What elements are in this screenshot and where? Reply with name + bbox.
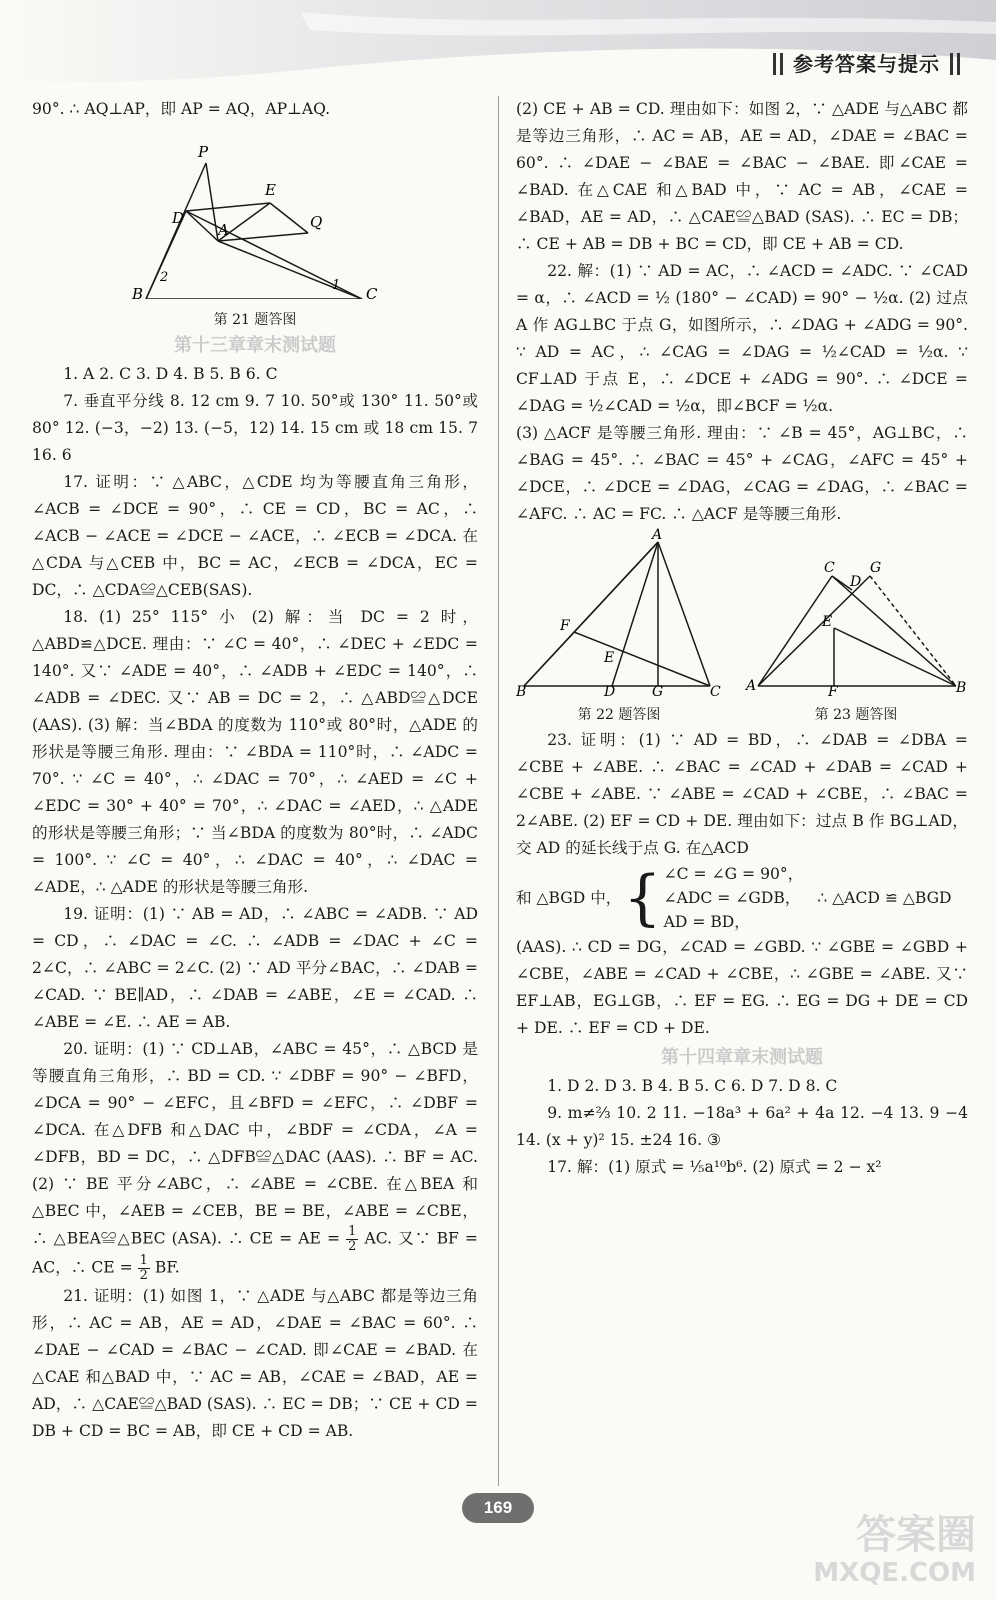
fig23-label-f: F [828, 684, 838, 696]
column-divider [498, 96, 499, 1486]
brace-system [516, 862, 968, 934]
brace-line-1: ∠C = ∠G = 90°， [663, 865, 804, 883]
fig21-label-p: P [198, 143, 209, 161]
fig23-label-e: E [822, 614, 833, 630]
answer-23-part2: (AAS). ∴ CD = DG，∠CAD = ∠GBD. ∵ ∠GBE = ∠GBD + ∠CBE，∠ABE = ∠CAD + ∠CBE，∴ ∠GBE = ∠ABE. 又∵ EF⊥AB，EG⊥GB，∴ EF = EG. ∴ EG = DG + DE = CD + DE. ∴ EF = CD + DE. [516, 938, 968, 1037]
right-column [516, 96, 968, 1181]
ch14-answers-9-16: 9. m≠⅔ 10. 2 11. −18a³ + 6a² + 4a 12. −4 13. 9 −4 14. (x + y)² 15. ±24 16. ③ [516, 1104, 968, 1149]
section-title-ch14: 第十四章章末测试题 [661, 1047, 823, 1068]
fig23-label-b: B [956, 680, 967, 696]
fraction-denominator: 2 [348, 1239, 357, 1254]
fig21-label-2: 2 [160, 270, 169, 285]
answer-20-text-c: BF. [154, 1258, 180, 1277]
answer-20 [32, 1036, 478, 1283]
brace-line-2: ∠ADC = ∠GDB， [663, 889, 801, 907]
fig22-label-g: G [652, 684, 664, 696]
fig21-label-a: A [218, 221, 229, 239]
left-column [32, 96, 478, 1445]
watermark-line1: 答案圈 [856, 1512, 976, 1558]
brace-line-3: AD = BD， [663, 913, 750, 931]
answer-20-text-a: 20. 证明：(1) ∵ CD⊥AB，∠ABC = 45°，∴ △BCD 是等腰直角三角形，∴ BD = CD. ∵ ∠DBF = 90° − ∠BFD，∠DCA = 90° − ∠EFC，且∠BFD = ∠EFC，∴ ∠DBF = ∠DCA. 在△DFB 和△DAC 中，∠BDF = ∠CDA，∠A = ∠DFB，BD = DC，∴ △DFB≌△DAC (AAS). ∴ BF = AC. (2) ∵ BE 平分∠ABC，∴ ∠ABE = ∠CBE. 在△BEA 和△BEC 中，∠AEB = ∠CEB，BE = BE，∠ABE = ∠CBE，∴ △BEA≌△BEC (ASA). ∴ CE = AE = [32, 1040, 478, 1248]
fig23-label-a: A [746, 678, 757, 694]
brace-suffix: ∴ △ACD ≌ △BGD [817, 888, 952, 907]
page-number: 169 [462, 1493, 534, 1523]
figure-21-diagram [32, 123, 478, 299]
paragraph-q21-end: 90°. ∴ AQ⊥AP，即 AP = AQ，AP⊥AQ. [32, 100, 331, 118]
figures-22-23 [516, 528, 968, 727]
header-title: 参考答案与提示 [771, 48, 962, 77]
ch14-answer-17: 17. 解：(1) 原式 = ⅕a¹⁰b⁶. (2) 原式 = 2 − x² [547, 1158, 882, 1176]
answer-21-part2: (2) CE + AB = CD. 理由如下：如图 2，∵ △ADE 与△ABC 都是等边三角形，∴ AC = AB，AE = AD，∠DAE = ∠BAC = 60°. ∴ ∠DAE − ∠BAE = ∠BAC − ∠BAE. 即∠CAE = ∠BAD. 在△CAE 和△BAD 中，∵ AC = AB，∠CAE = ∠BAD，AE = AD，∴ △CAE≌△BAD (SAS). ∴ EC = DB；∴ CE + AB = DB + BC = CD，即 CE + AB = CD. [516, 100, 968, 253]
fig21-label-q: Q [310, 213, 323, 231]
fig23-label-g: G [870, 560, 882, 576]
answer-22-part1: 22. 解：(1) ∵ AD = AC，∴ ∠ACD = ∠ADC. ∵ ∠CAD = α，∴ ∠ACD = ½ (180° − ∠CAD) = 90° − ½α. (2) 过点 A 作 AG⊥BC 于点 G，如图所示，∴ ∠DAG + ∠ADG = 90°. ∵ AD = AC，∴ ∠CAG = ∠DAG = ½∠CAD = ½α. ∵ CF⊥AD 于点 E，∴ ∠DCE + ∠ADG = 90°. ∴ ∠DCE = ∠DAG = ½∠CAD = ½α，即∠BCF = ½α. [516, 262, 968, 415]
answers-1-6: 1. A 2. C 3. D 4. B 5. B 6. C [63, 365, 278, 383]
fig21-label-b: B [132, 285, 144, 299]
fig22-label-d: D [604, 684, 616, 696]
fig21-label-e: E [265, 181, 276, 199]
answer-22-part3: (3) △ACF 是等腰三角形. 理由：∵ ∠B = 45°，AG⊥BC，∴ ∠BAG = 45°. ∴ ∠BAC = 45° + ∠CAG，∠AFC = 45° + ∠DCE，∴ ∠DCE = ∠DAG，∠CAG = ∠DAG，∴ ∠BAC = ∠AFC. ∴ AC = FC. ∴ △ACF 是等腰三角形. [516, 424, 968, 523]
figure-23-caption: 第 23 题答图 [814, 707, 898, 723]
fig23-label-d: D [850, 574, 862, 590]
answer-21-part1: 21. 证明：(1) 如图 1，∵ △ADE 与△ABC 都是等边三角形，∴ AC = AB，AE = AD，∠DAE = ∠BAC = 60°. ∴ ∠DAE − ∠CAD = ∠BAC − ∠CAD. 即∠CAE = ∠BAD. 在△CAE 和△BAD 中，∵ AC = AB，∠CAE = ∠BAD，AE = AD，∴ △CAE≌△BAD (SAS). ∴ EC = DB；∵ CE + CD = DB + CD = BC = AB，即 CE + CD = AB. [32, 1287, 478, 1440]
fig22-label-f: F [560, 618, 570, 634]
figure-23-diagram [744, 528, 968, 696]
fraction-one-half [138, 1254, 150, 1283]
fraction-numerator: 1 [139, 1253, 148, 1268]
answer-17: 17. 证明：∵ △ABC，△CDE 均为等腰直角三角形，∠ACB = ∠DCE = 90°，∴ CE = CD，BC = AC，∴ ∠ACB − ∠ACE = ∠DCE − ∠ACE，∴ ∠ECB = ∠DCA. 在△CDA 与△CEB 中，BC = AC，∠ECB = ∠DCA，EC = DC，∴ △CDA≌△CEB(SAS). [32, 473, 478, 599]
watermark-logo [813, 1512, 976, 1588]
answer-19: 19. 证明：(1) ∵ AB = AD，∴ ∠ABC = ∠ADB. ∵ AD = CD，∴ ∠DAC = ∠C. ∴ ∠ADB = ∠DAC + ∠C = 2∠C，∴ ∠ABC = 2∠C. (2) ∵ AD 平分∠BAC，∴ ∠DAB = ∠CAD. ∵ BE∥AD，∴ ∠DAB = ∠ABE，∠E = ∠CAD. ∴ ∠ABE = ∠E. ∴ AE = AB. [32, 905, 478, 1031]
answer-20-text-b: AC. 又∵ BF = AC，∴ CE = [32, 1229, 479, 1277]
figure-23 [744, 528, 968, 727]
brace-prefix: 和 △BGD 中， [516, 888, 622, 907]
fig21-label-c: C [366, 285, 378, 299]
fraction-one-half [346, 1225, 358, 1254]
figure-21-caption: 第 21 题答图 [213, 312, 297, 328]
brace-lines [664, 862, 804, 934]
ch14-answers-1-8: 1. D 2. D 3. B 4. B 5. C 6. D 7. D 8. C [547, 1077, 838, 1095]
figure-22 [516, 528, 722, 727]
answers-7-16: 7. 垂直平分线 8. 12 cm 9. 7 10. 50°或 130° 11. 50°或 80° 12. (−3，−2) 13. (−5，12) 14. 15 cm 或 18 cm 15. 7 16. 6 [32, 392, 478, 464]
fig22-label-b: B [516, 684, 527, 696]
answer-23-part1: 23. 证明：(1) ∵ AD = BD，∴ ∠DAB = ∠DBA = ∠CBE + ∠ABE. ∴ ∠BAC = ∠CAD + ∠DAB = ∠CAD + ∠CBE + ∠ABE. ∵ ∠ABE = ∠CAD + ∠CBE，∴ ∠BAC = 2∠ABE. (2) EF = CD + DE. 理由如下：过点 B 作 BG⊥AD，交 AD 的延长线于点 G. 在△ACD [516, 731, 968, 857]
figure-22-caption: 第 22 题答图 [577, 707, 661, 723]
watermark-line2: MXQE.COM [813, 1558, 976, 1588]
fig21-label-1: 1 [332, 278, 341, 293]
fig21-label-d: D [172, 209, 185, 227]
fig22-label-e: E [604, 650, 615, 666]
fig22-label-c: C [710, 684, 721, 696]
answer-18: 18. (1) 25° 115° 小 (2) 解：当 DC = 2 时，△ABD≌△DCE. 理由：∵ ∠C = 40°，∴ ∠DEC + ∠EDC = 140°. 又∵ ∠ADE = 40°，∴ ∠ADB + ∠EDC = 140°，∴ ∠ADB = ∠DEC. 又∵ AB = DC = 2，∴ △ABD≌△DCE (AAS). (3) 解：当∠BDA 的度数为 110°或 80°时，△ADE 的形状是等腰三角形. 理由：∵ ∠BDA = 110°时，∴ ∠ADC = 70°. ∵ ∠C = 40°，∴ ∠DAC = 70°，∴ ∠AED = ∠C + ∠EDC = 30° + 40° = 70°，∴ ∠DAC = ∠AED，∴ △ADE 的形状是等腰三角形；∵ 当∠BDA 的度数为 80°时，∴ ∠ADC = 100°. ∵ ∠C = 40°，∴ ∠DAC = 40°，∴ ∠DAC = ∠ADE，∴ △ADE 的形状是等腰三角形. [32, 608, 478, 896]
fraction-numerator: 1 [348, 1224, 357, 1239]
brace-symbol: { [623, 863, 662, 933]
fig22-label-a: A [652, 528, 663, 543]
fraction-denominator: 2 [139, 1268, 148, 1283]
figure-21 [32, 123, 478, 330]
figure-22-diagram [516, 528, 722, 696]
section-title-ch13: 第十三章章末测试题 [174, 335, 336, 356]
fig23-label-c: C [824, 560, 835, 576]
